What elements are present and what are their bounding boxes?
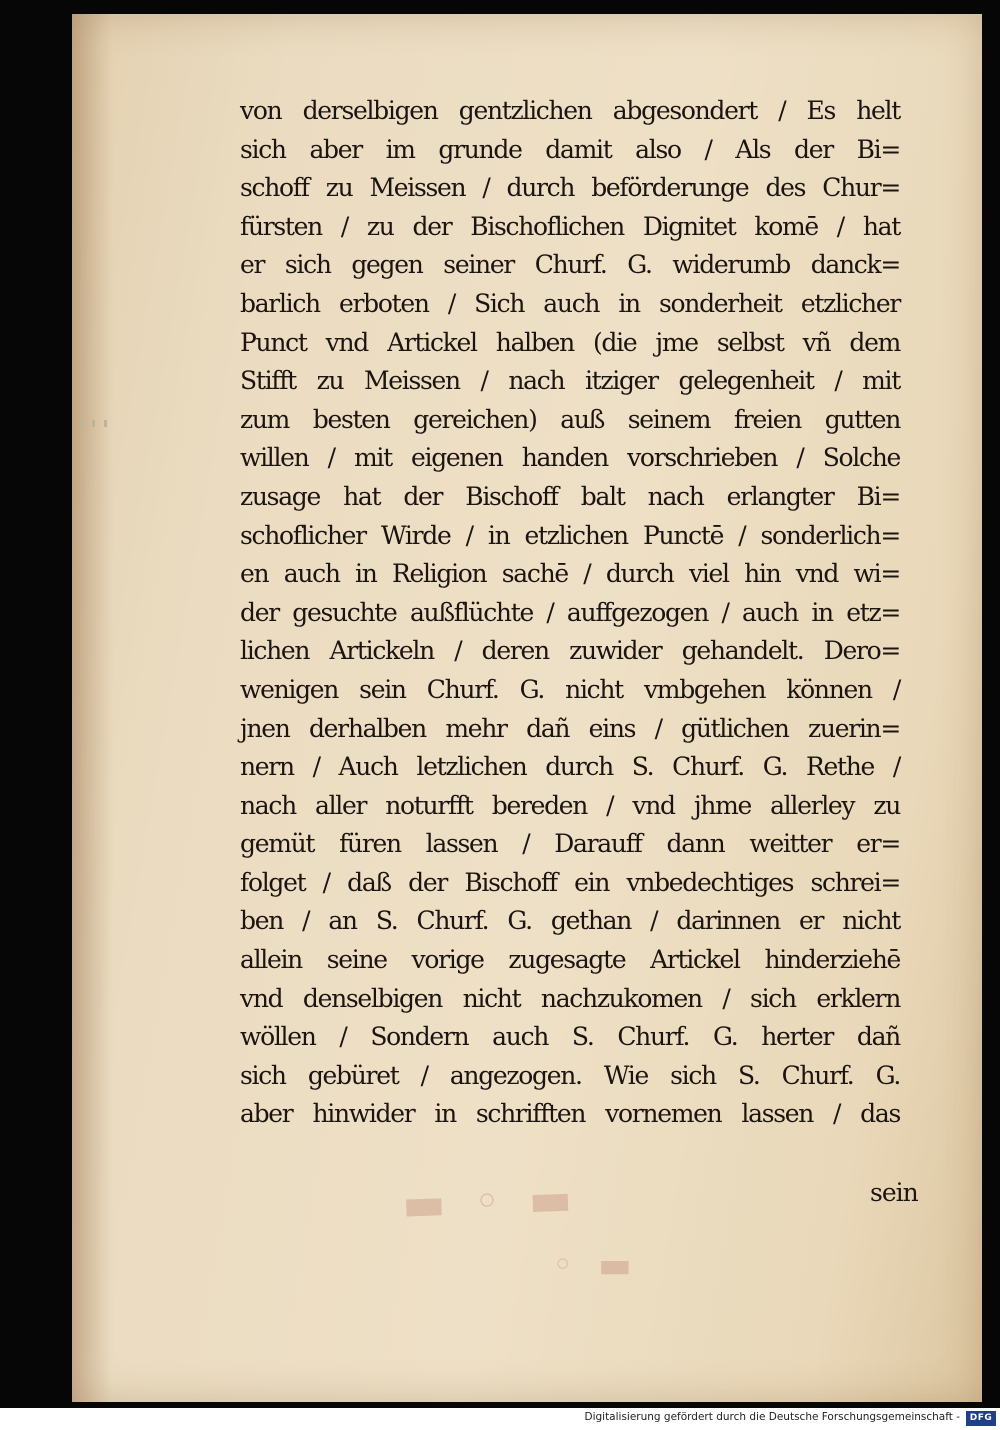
dfg-logo: DFG [966, 1411, 996, 1426]
text-line: nach aller noturfft bereden / vnd jhme allerley zu [240, 790, 900, 820]
margin-mark [92, 420, 95, 427]
text-line: sich aber im grunde damit also / Als der Bi= [240, 134, 900, 164]
text-line: zusage hat der Bischoff balt nach erlangter Bi= [240, 481, 900, 511]
text-line: folget / daß der Bischoff ein vnbedechtiges schrei= [240, 867, 900, 897]
text-line: barlich erboten / Sich auch in sonderheit etzlicher [240, 288, 900, 318]
funding-credit: Digitalisierung gefördert durch die Deutsche Forschungsgemeinschaft - [584, 1411, 960, 1423]
page-edge-stain [72, 14, 112, 1402]
text-line: sich gebüret / angezogen. Wie sich S. Churf. G. [240, 1060, 900, 1090]
bleed-through-stain: ▬ ◦ ▬ [401, 1170, 579, 1232]
text-line: aber hinwider in schrifften vornemen lassen / das [240, 1099, 900, 1129]
catchword: sein [870, 1178, 918, 1207]
text-line: jnen derhalben mehr dañ eins / gütlichen zuerin= [240, 713, 900, 743]
text-line: der gesuchte außflüchte / auffgezogen / auch in etz= [240, 597, 900, 627]
text-line: lichen Artickeln / deren zuwider gehandelt. Dero= [240, 636, 900, 666]
text-line: schoff zu Meissen / durch beförderunge des Chur= [240, 173, 900, 203]
text-line: zum besten gereichen) auß seinem freien gutten [240, 404, 900, 434]
text-line: von derselbigen gentzlichen abgesondert / Es helt [240, 96, 900, 125]
text-line: ben / an S. Churf. G. gethan / darinnen er nicht [240, 906, 900, 936]
text-line: allein seine vorige zugesagte Artickel hinderziehē [240, 945, 900, 975]
text-line: willen / mit eigenen handen vorschrieben / Solche [240, 443, 900, 473]
margin-marks [80, 412, 116, 432]
text-line: wenigen sein Churf. G. nicht vmbgehen können / [240, 674, 900, 704]
text-line: schoflicher Wirde / in etzlichen Punctē / sonderlich= [240, 520, 900, 550]
footer-bar [0, 1408, 1000, 1430]
margin-mark [80, 420, 83, 427]
text-line: fürsten / zu der Bischoflichen Dignitet komē / hat [240, 211, 900, 241]
text-line: Stifft zu Meissen / nach itziger gelegenheit / mit [240, 366, 900, 396]
text-line: er sich gegen seiner Churf. G. widerumb danck= [240, 250, 900, 280]
text-line: wöllen / Sondern auch S. Churf. G. herter dañ [240, 1022, 900, 1052]
text-line: vnd denselbigen nicht nachzukomen / sich erklern [240, 983, 900, 1013]
bleed-through-stain: ◦ ▬ [552, 1244, 638, 1286]
text-line: gemüt füren lassen / Darauff dann weitter er= [240, 829, 900, 859]
text-line: en auch in Religion sachē / durch viel hin vnd wi= [240, 559, 900, 589]
text-line: nern / Auch letzlichen durch S. Churf. G. Rethe / [240, 752, 900, 782]
text-line: Punct vnd Artickel halben (die jme selbst vñ dem [240, 327, 900, 357]
text-block [240, 92, 900, 1134]
margin-mark [104, 420, 107, 427]
